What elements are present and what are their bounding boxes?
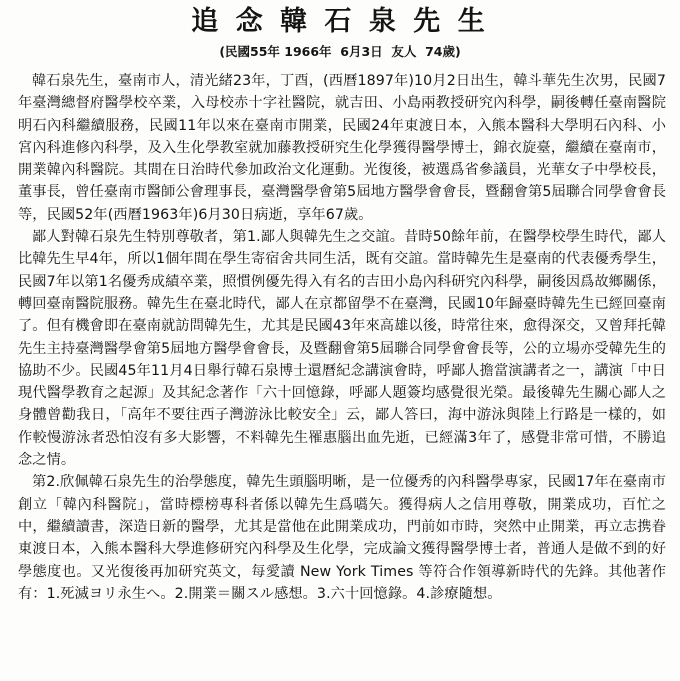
article-byline: (民國55年 1966年 6月3日 友人 74歲) <box>219 44 461 59</box>
article-body <box>18 70 666 678</box>
paragraph-friendship: 鄙人對韓石泉先生特別尊敬者，第1.鄙人與韓先生之交誼。昔時50餘年前，在醫學校學生時代，鄙人比韓先生早4年，所以1個年間在學生寄宿舍共同生活，既有交誼。當時韓先生是臺南的代表優秀學生，民國7年以第1名優秀成績卒業，照慣例優先得入有名的吉田小島內科研究內科學，嗣後因爲故鄉關係，轉回臺南醫院服務。韓先生在臺北時代，鄙人在京都留學不在臺灣，民國10年歸臺時韓先生已經回臺南了。但有機會即在臺南就訪問韓先生，尤其是民國43年來高雄以後，時常往來，愈得深交，又曾拜托韓先生主持臺灣醫學會第5屆地方醫學會會長，及暨翻會第5屆聯合同學會會長等，公的立場亦受韓先生的協助不少。民國45年11月4日舉行韓石泉博士還曆紀念講演會時，呼鄙人擔當演講者之一，講演「中日現代醫學教育之起源」及其紀念著作「六十回憶錄，呼鄙人題簽均感覺很光榮。最後韓先生關心鄙人之身體曾勸我日，「高年不要往西子灣游泳比較安全」云，鄙人答曰，海中游泳與陸上行路是一樣的，如作較慢游泳者恐怕沒有多大影響，不料韓先生罹惠腦出血先逝，已經滿3年了，感覺非常可惜，不勝追念之情。 <box>18 229 666 469</box>
article-title: 追 念 韓 石 泉 先 生 <box>191 6 489 37</box>
paragraph-biography: 韓石泉先生，臺南市人，清光緒23年，丁酉，(西曆1897年)10月2日出生，韓斗華先生次男，民國7年臺灣總督府醫學校卒業，入母校赤十字社醫院，就吉田、小島兩教授研究內科學，嗣後轉任臺南醫院明石內科繼續服務，民國11年以來在臺南市開業，民國24年東渡日本，入熊本醫科大學明石內科、小宮內科進修內科學，及入生化學教室就加藤教授研究生化學獲得醫學博士，錦衣旋臺，繼續在臺南市，開業韓內科醫院。其間在日治時代參加政治文化運動。光復後，被選爲省參議員，光華女子中學校長，董事長，曾任臺南市醫師公會理事長，臺灣醫學會第5屆地方醫學會會長，暨翻會第5屆聯合同學會會長等，民國52年(西曆1963年)6月30日病逝，享年67歲。 <box>18 73 666 223</box>
paragraph-scholarship: 第2.欣佩韓石泉先生的治學態度，韓先生頭腦明晰，是一位優秀的內科醫學專家，民國17年在臺南市創立「韓內科醫院」，當時標榜專科者係以韓先生爲嚆矢。獲得病人之信用尊敬，開業成功，百忙之中，繼續讀書，深造日新的醫學，尤其是當他在此開業成功，門前如市時，突然中止開業，再立志携眷東渡日本，入熊本醫科大學進修研究內科學及生化學，完成論文獲得醫學博士者，普通人是做不到的好學態度也。又光復後再加研究英文，每愛讀 New York Times 等符合作領導新時代的先鋒。其他著作有：1.死滅ヨリ永生へ。2.開業＝關スル感想。3.六十回憶錄。4.診療隨想。 <box>18 474 666 602</box>
